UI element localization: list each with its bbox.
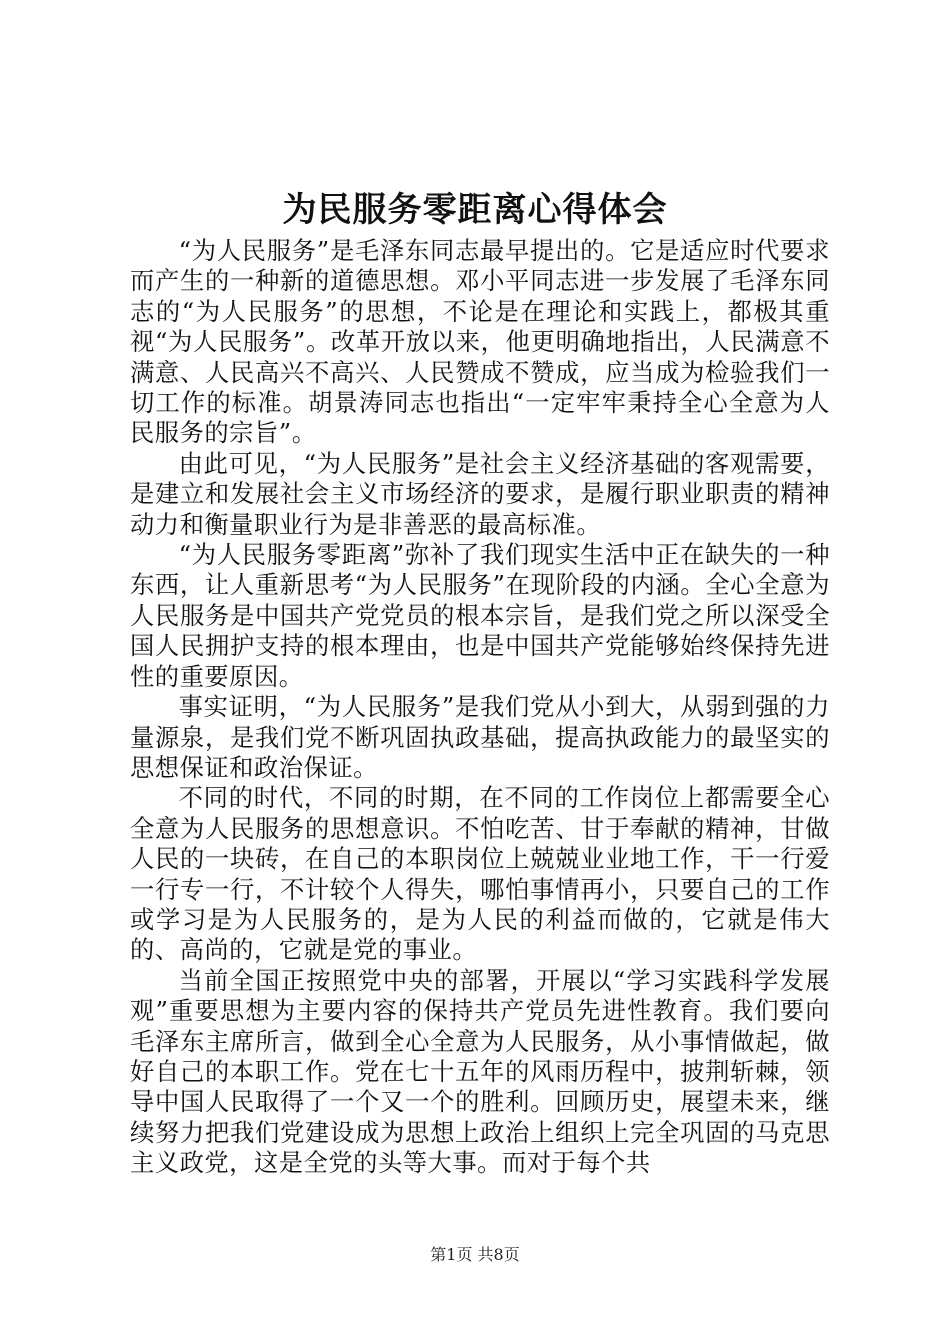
paragraph-4: 事实证明，“为人民服务”是我们党从小到大，从弱到强的力量源泉，是我们党不断巩固执政基础，提高执政能力的最坚实的思想保证和政治保证。 <box>130 692 830 782</box>
paragraph-2: 由此可见，“为人民服务”是社会主义经济基础的客观需要，是建立和发展社会主义市场经济的要求，是履行职业职责的精神动力和衡量职业行为是非善恶的最高标准。 <box>130 448 830 539</box>
paragraph-5: 不同的时代，不同的时期，在不同的工作岗位上都需要全心全意为人民服务的思想意识。不怕吃苦、甘于奉献的精神，甘做人民的一块砖，在自己的本职岗位上兢兢业业地工作，干一行爱一行专一行，不计较个人得失，哪怕事情再小，只要自己的工作或学习是为人民服务的，是为人民的利益而做的，它就是伟大的、高尚的，它就是党的事业。 <box>130 783 830 965</box>
document-body <box>130 236 830 1179</box>
paragraph-1: “为人民服务”是毛泽东同志最早提出的。它是适应时代要求而产生的一种新的道德思想。邓小平同志进一步发展了毛泽东同志的“为人民服务”的思想，不论是在理论和实践上，都极其重视“为人民服务”。改革开放以来，他更明确地指出，人民满意不满意、人民高兴不高兴、人民赞成不赞成，应当成为检验我们一切工作的标准。胡景涛同志也指出“一定牢牢秉持全心全意为人民服务的宗旨”。 <box>130 236 830 448</box>
document-title: 为民服务零距离心得体会 <box>282 190 668 230</box>
page-number-footer: 第1页 共8页 <box>430 1245 520 1264</box>
paragraph-3: “为人民服务零距离”弥补了我们现实生活中正在缺失的一种东西，让人重新思考“为人民服务”在现阶段的内涵。全心全意为人民服务是中国共产党党员的根本宗旨，是我们党之所以深受全国人民拥护支持的根本理由，也是中国共产党能够始终保持先进性的重要原因。 <box>130 540 830 691</box>
paragraph-6: 当前全国正按照党中央的部署，开展以“学习实践科学发展观”重要思想为主要内容的保持共产党员先进性教育。我们要向毛泽东主席所言，做到全心全意为人民服务，从小事情做起，做好自己的本职工作。党在七十五年的风雨历程中，披荆斩棘，领导中国人民取得了一个又一个的胜利。回顾历史，展望未来，继续努力把我们党建设成为思想上政治上组织上完全巩固的马克思主义政党，这是全党的头等大事。而对于每个共 <box>130 965 830 1178</box>
